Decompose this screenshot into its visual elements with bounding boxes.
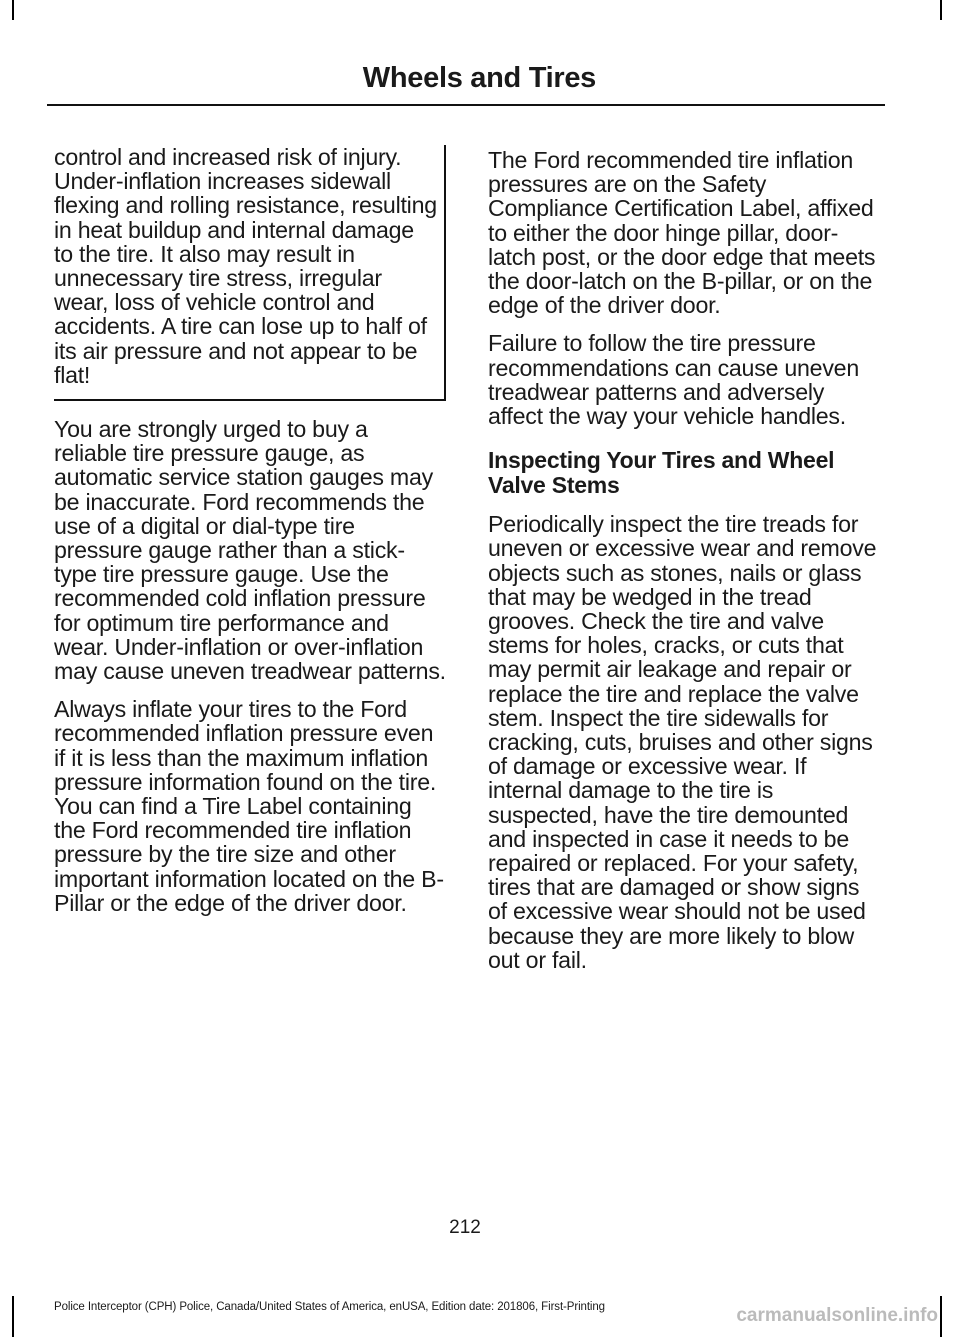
page-number: 212: [449, 1217, 481, 1238]
right-column: [488, 148, 880, 986]
edition-info: Police Interceptor (CPH) Police, Canada/United States of America, enUSA, Edition date: 201806, First-Printing: [54, 1301, 605, 1313]
warning-text: control and increased risk of injury. Under-inflation increases sidewall flexing and rolling resistance, resulting in heat buildup and internal damage to the tire. It also may result in unnecessary tire stress, irregular wear, loss of vehicle control and accidents. A tire can lose up to half of its air pressure and not appear to be flat!: [54, 144, 437, 388]
warning-box: [54, 145, 446, 401]
crop-mark-top-left: [12, 0, 14, 20]
page-title: Wheels and Tires: [362, 62, 596, 94]
paragraph-inspecting: Periodically inspect the tire treads for uneven or excessive wear and remove objects such as stones, nails or glass that may be wedged in the tread grooves. Check the tire and valve stems for holes, cracks, or cuts that may permit air leakage and repair or replace the tire and replace the valve stem. Inspect the tire sidewalls for cracking, cuts, bruises and other signs of damage or excessive wear. If internal damage to the tire is suspected, have the tire demounted and inspected in case it needs to be repaired or replaced. For your safety, tires that are damaged or show signs of excessive wear should not be used because they are more likely to blow out or fail.: [488, 511, 877, 973]
section-heading: Inspecting Your Tires and Wheel Valve Stems: [488, 447, 835, 498]
paragraph-inflate-tires: Always inflate your tires to the Ford recommended inflation pressure even if it is less than the maximum inflation pressure information found on the tire. You can find a Tire Label containing the Ford recommended tire inflation pressure by the tire size and other important information located on the B-Pillar or the edge of the driver door.: [54, 696, 444, 916]
paragraph-tire-gauge: You are strongly urged to buy a reliable tire pressure gauge, as automatic service station gauges may be inaccurate. Ford recommends the use of a digital or dial-type tire pressure gauge rather than a stick-type tire pressure gauge. Use the recommended cold inflation pressure for optimum tire performance and wear. Under-inflation or over-inflation may cause uneven treadwear patterns.: [54, 416, 446, 685]
crop-mark-bottom-left: [12, 1296, 14, 1337]
crop-mark-top-right: [940, 0, 942, 20]
watermark: carmanualsonline.info: [736, 1305, 938, 1326]
crop-mark-bottom-right: [940, 1296, 942, 1337]
paragraph-recommended-pressures: The Ford recommended tire inflation pressures are on the Safety Compliance Certification Label, affixed to either the door hinge pillar, door-latch post, or the door edge that meets the door-latch on the B-pillar, or on the edge of the driver door.: [488, 147, 876, 319]
paragraph-failure-to-follow: Failure to follow the tire pressure recommendations can cause uneven treadwear patterns and adversely affect the way your vehicle handles.: [488, 330, 859, 430]
header-divider: [47, 104, 885, 106]
left-column: [54, 145, 446, 929]
